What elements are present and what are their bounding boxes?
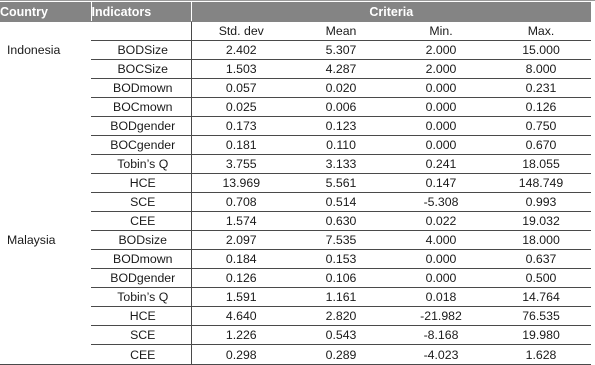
mean-cell: 0.289 xyxy=(291,345,391,365)
table-row xyxy=(0,193,591,212)
indicator-cell: BODmown xyxy=(91,79,191,98)
max-cell: 0.750 xyxy=(491,117,591,136)
mean-cell: 0.123 xyxy=(291,117,391,136)
min-cell: 4.000 xyxy=(391,231,491,250)
indicator-cell: Tobin’s Q xyxy=(91,288,191,307)
mean-cell: 5.307 xyxy=(291,41,391,60)
std-dev-cell: 1.591 xyxy=(191,288,291,307)
std-dev-cell: 0.181 xyxy=(191,136,291,155)
min-cell: 0.000 xyxy=(391,136,491,155)
header-country: Country xyxy=(0,2,91,22)
indicator-cell: BODSize xyxy=(91,41,191,60)
top-rule xyxy=(0,0,595,1)
indicator-cell: HCE xyxy=(91,307,191,326)
min-cell: 2.000 xyxy=(391,41,491,60)
mean-cell: 0.514 xyxy=(291,193,391,212)
country-cell xyxy=(0,288,91,307)
std-dev-cell: 2.402 xyxy=(191,41,291,60)
min-cell: 0.018 xyxy=(391,288,491,307)
subheader-std-dev: Std. dev xyxy=(191,22,291,41)
country-cell xyxy=(0,155,91,174)
mean-cell: 1.161 xyxy=(291,288,391,307)
std-dev-cell: 0.025 xyxy=(191,98,291,117)
country-cell xyxy=(0,60,91,79)
min-cell: -21.982 xyxy=(391,307,491,326)
subheader-row xyxy=(0,22,591,41)
std-dev-cell: 0.298 xyxy=(191,345,291,365)
table-row xyxy=(0,288,591,307)
max-cell: 0.993 xyxy=(491,193,591,212)
table-row xyxy=(0,60,591,79)
country-cell xyxy=(0,98,91,117)
max-cell: 19.980 xyxy=(491,326,591,345)
std-dev-cell: 2.097 xyxy=(191,231,291,250)
table-row xyxy=(0,41,591,60)
min-cell: -4.023 xyxy=(391,345,491,365)
std-dev-cell: 0.126 xyxy=(191,269,291,288)
min-cell: 0.000 xyxy=(391,79,491,98)
header-criteria: Criteria xyxy=(191,2,591,22)
mean-cell: 0.110 xyxy=(291,136,391,155)
country-cell xyxy=(0,212,91,231)
subheader-country-blank xyxy=(0,22,91,41)
max-cell: 0.231 xyxy=(491,79,591,98)
max-cell: 148.749 xyxy=(491,174,591,193)
mean-cell: 0.153 xyxy=(291,250,391,269)
country-cell xyxy=(0,345,91,365)
subheader-max: Max. xyxy=(491,22,591,41)
mean-cell: 5.561 xyxy=(291,174,391,193)
table-row xyxy=(0,136,591,155)
country-cell xyxy=(0,136,91,155)
indicator-cell: Tobin’s Q xyxy=(91,155,191,174)
mean-cell: 0.543 xyxy=(291,326,391,345)
table-row xyxy=(0,212,591,231)
max-cell: 18.000 xyxy=(491,231,591,250)
header-indicators: Indicators xyxy=(91,2,191,22)
table-row xyxy=(0,345,591,365)
std-dev-cell: 1.574 xyxy=(191,212,291,231)
subheader-min: Min. xyxy=(391,22,491,41)
std-dev-cell: 1.503 xyxy=(191,60,291,79)
subheader-mean: Mean xyxy=(291,22,391,41)
table-row xyxy=(0,307,591,326)
country-cell xyxy=(0,117,91,136)
max-cell: 18.055 xyxy=(491,155,591,174)
table-row xyxy=(0,174,591,193)
std-dev-cell: 0.708 xyxy=(191,193,291,212)
mean-cell: 0.006 xyxy=(291,98,391,117)
min-cell: 0.147 xyxy=(391,174,491,193)
mean-cell: 0.106 xyxy=(291,269,391,288)
indicator-cell: CEE xyxy=(91,345,191,365)
max-cell: 8.000 xyxy=(491,60,591,79)
mean-cell: 4.287 xyxy=(291,60,391,79)
table-row xyxy=(0,155,591,174)
std-dev-cell: 13.969 xyxy=(191,174,291,193)
indicator-cell: SCE xyxy=(91,326,191,345)
country-cell xyxy=(0,174,91,193)
std-dev-cell: 4.640 xyxy=(191,307,291,326)
table-row xyxy=(0,231,591,250)
country-cell xyxy=(0,193,91,212)
table-row xyxy=(0,250,591,269)
std-dev-cell: 0.173 xyxy=(191,117,291,136)
mean-cell: 3.133 xyxy=(291,155,391,174)
mean-cell: 2.820 xyxy=(291,307,391,326)
std-dev-cell: 0.057 xyxy=(191,79,291,98)
mean-cell: 0.020 xyxy=(291,79,391,98)
country-cell: Indonesia xyxy=(7,43,61,57)
header-row xyxy=(0,2,591,22)
max-cell: 19.032 xyxy=(491,212,591,231)
country-cell xyxy=(0,79,91,98)
min-cell: 0.000 xyxy=(391,250,491,269)
indicator-cell: CEE xyxy=(91,212,191,231)
min-cell: -8.168 xyxy=(391,326,491,345)
min-cell: 0.022 xyxy=(391,212,491,231)
mean-cell: 0.630 xyxy=(291,212,391,231)
country-cell: Malaysia xyxy=(7,233,56,247)
min-cell: 0.000 xyxy=(391,117,491,136)
mean-cell: 7.535 xyxy=(291,231,391,250)
max-cell: 0.126 xyxy=(491,98,591,117)
country-cell xyxy=(0,250,91,269)
min-cell: 0.241 xyxy=(391,155,491,174)
max-cell: 14.764 xyxy=(491,288,591,307)
table-row xyxy=(0,98,591,117)
min-cell: 0.000 xyxy=(391,269,491,288)
std-dev-cell: 1.226 xyxy=(191,326,291,345)
indicator-cell: BOCSize xyxy=(91,60,191,79)
country-cell xyxy=(0,307,91,326)
table-row xyxy=(0,269,591,288)
table-row xyxy=(0,326,591,345)
max-cell: 0.500 xyxy=(491,269,591,288)
descriptive-statistics-table xyxy=(0,2,591,365)
min-cell: 2.000 xyxy=(391,60,491,79)
indicator-cell: BODsize xyxy=(91,231,191,250)
std-dev-cell: 3.755 xyxy=(191,155,291,174)
subheader-indicator-blank xyxy=(91,22,191,41)
table-row xyxy=(0,79,591,98)
indicator-cell: SCE xyxy=(91,193,191,212)
indicator-cell: BODgender xyxy=(91,117,191,136)
table-body xyxy=(0,22,591,365)
max-cell: 0.637 xyxy=(491,250,591,269)
max-cell: 76.535 xyxy=(491,307,591,326)
indicator-cell: BODmown xyxy=(91,250,191,269)
max-cell: 0.670 xyxy=(491,136,591,155)
indicator-cell: BOCgender xyxy=(91,136,191,155)
min-cell: 0.000 xyxy=(391,98,491,117)
std-dev-cell: 0.184 xyxy=(191,250,291,269)
max-cell: 1.628 xyxy=(491,345,591,365)
indicator-cell: BOCmown xyxy=(91,98,191,117)
country-cell xyxy=(0,269,91,288)
min-cell: -5.308 xyxy=(391,193,491,212)
indicator-cell: HCE xyxy=(91,174,191,193)
country-cell xyxy=(0,326,91,345)
max-cell: 15.000 xyxy=(491,41,591,60)
table-row xyxy=(0,117,591,136)
indicator-cell: BODgender xyxy=(91,269,191,288)
